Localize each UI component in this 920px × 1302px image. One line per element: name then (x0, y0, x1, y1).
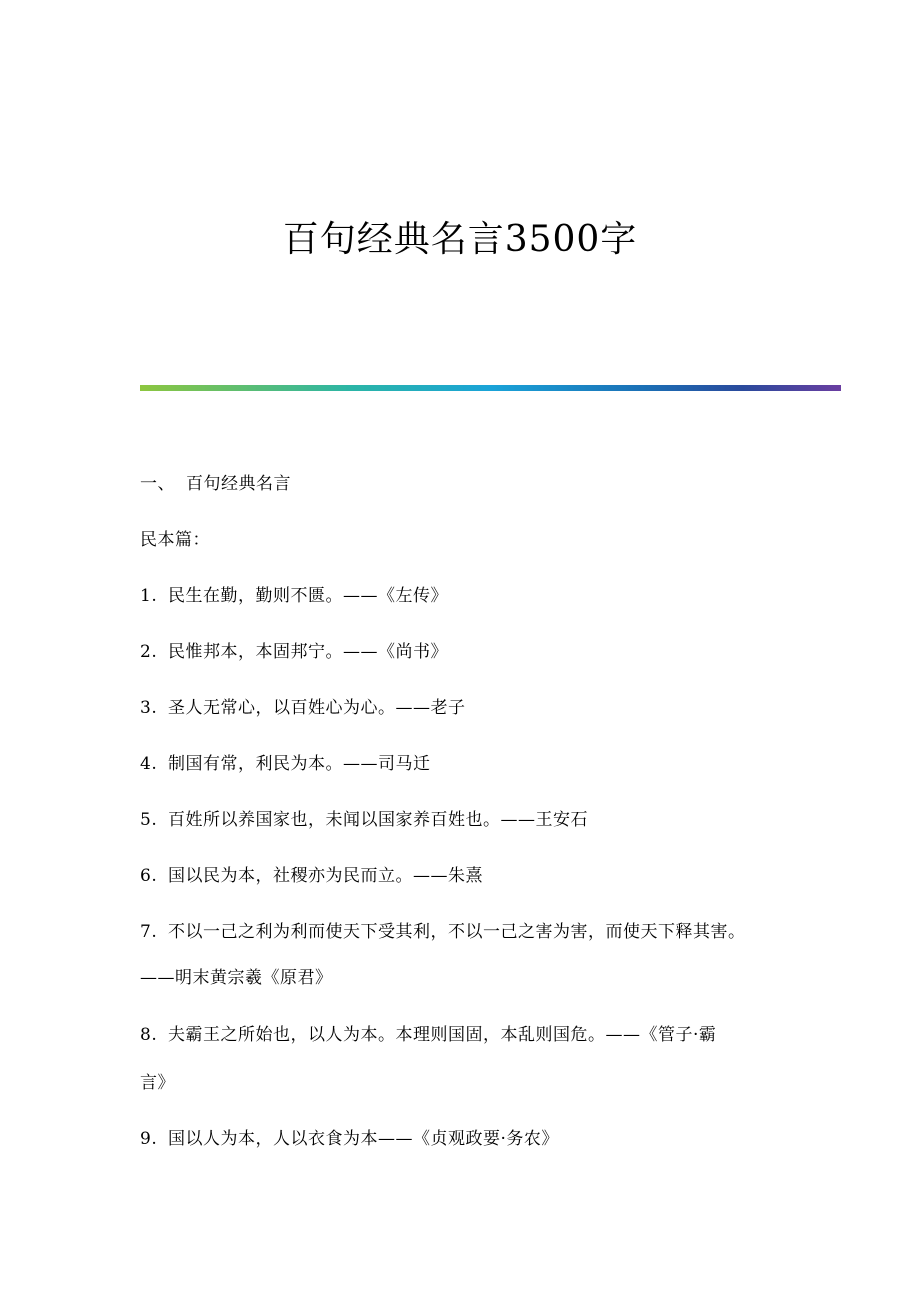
quote-item (140, 1129, 559, 1149)
quote-number: 8. (140, 1025, 158, 1045)
quote-number: 6. (140, 866, 158, 886)
quote-item (140, 586, 448, 606)
quote-number: 4. (140, 754, 158, 774)
quote-item (140, 810, 588, 830)
document-title: 百句经典名言3500字 (282, 219, 638, 260)
quote-item (140, 642, 448, 662)
quote-text: 百姓所以养国家也，未闻以国家养百姓也。——王安石 (168, 810, 588, 830)
quote-number: 2. (140, 642, 158, 662)
quote-continuation: 言》 (140, 1073, 175, 1093)
title-divider-bar (140, 385, 841, 391)
quote-item (140, 922, 746, 942)
quote-text: 夫霸王之所始也，以人为本。本理则国固，本乱则国危。——《管子·霸 (168, 1025, 717, 1045)
quote-continuation: ——明末黄宗羲《原君》 (140, 968, 333, 988)
quote-item (140, 1025, 716, 1045)
quote-text: 不以一己之利为利而使天下受其利，不以一己之害为害，而使天下释其害。 (168, 922, 746, 942)
quote-item (140, 866, 483, 886)
section-heading (140, 474, 291, 494)
subsection-heading: 民本篇： (140, 530, 210, 550)
quote-number: 7. (140, 922, 158, 942)
section-marker: 一、 (140, 474, 175, 494)
quote-number: 9. (140, 1129, 158, 1149)
quote-text: 民惟邦本，本固邦宁。——《尚书》 (168, 642, 448, 662)
quote-number: 3. (140, 698, 158, 718)
section-heading-text: 百句经典名言 (186, 474, 291, 494)
quote-text: 制国有常，利民为本。——司马迁 (168, 754, 431, 774)
quote-text: 民生在勤，勤则不匮。——《左传》 (168, 586, 448, 606)
quote-item (140, 754, 431, 774)
quote-text: 国以民为本，社稷亦为民而立。——朱熹 (168, 866, 483, 886)
quote-text: 圣人无常心，以百姓心为心。——老子 (168, 698, 466, 718)
quote-text: 国以人为本，人以衣食为本——《贞观政要·务农》 (168, 1129, 559, 1149)
quote-number: 5. (140, 810, 158, 830)
quote-number: 1. (140, 586, 158, 606)
quote-item (140, 698, 466, 718)
